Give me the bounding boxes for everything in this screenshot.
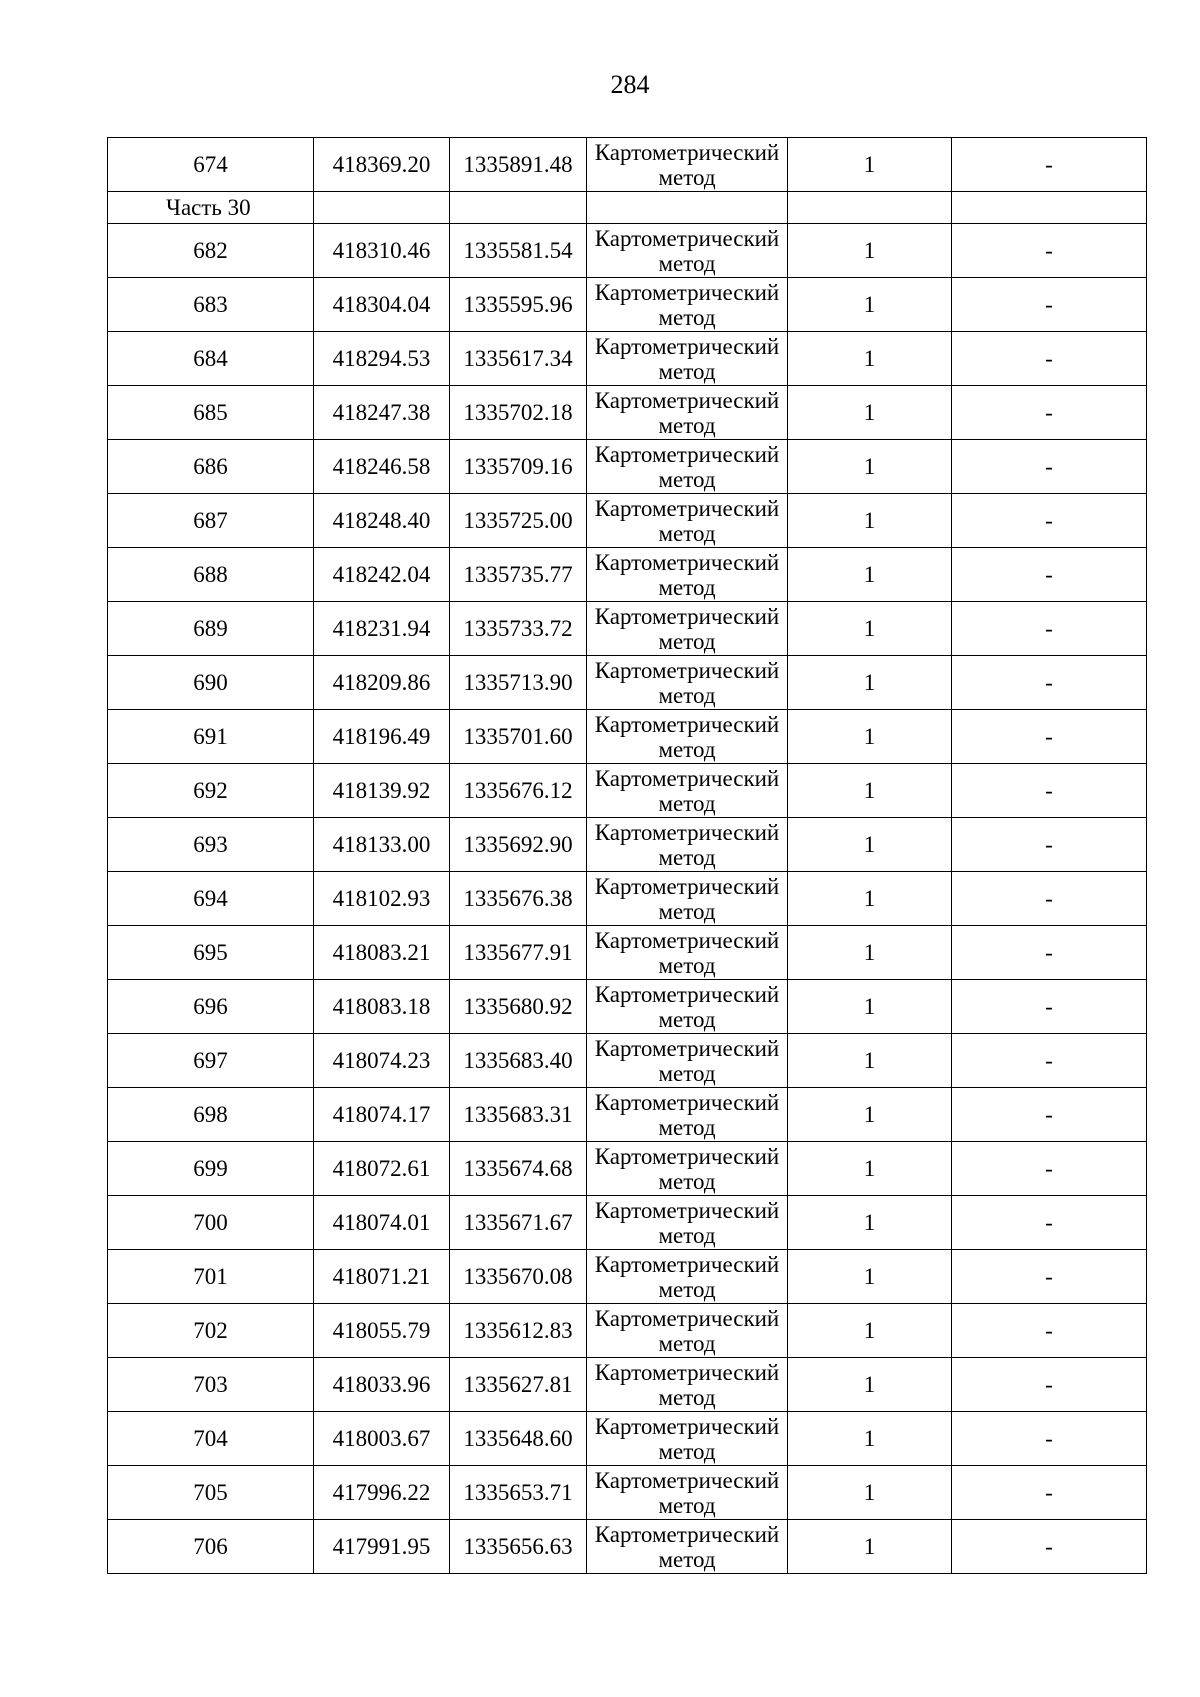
accuracy-cell: 1: [788, 278, 952, 332]
method-cell: [587, 872, 788, 926]
y-coordinate-cell: 1335617.34: [450, 332, 587, 386]
accuracy-cell: 1: [788, 656, 952, 710]
x-coordinate-cell: 417991.95: [314, 1520, 450, 1574]
method-text: метод: [658, 1114, 716, 1140]
method-text: Картометрический: [594, 657, 780, 683]
note-cell: -: [952, 980, 1147, 1034]
table-row: [108, 548, 1147, 602]
note-cell: -: [952, 440, 1147, 494]
method-cell: [587, 818, 788, 872]
method-text: метод: [658, 412, 716, 438]
method-text: Картометрический: [594, 1305, 780, 1331]
point-id-cell: 699: [108, 1142, 314, 1196]
empty-cell: [450, 192, 587, 224]
method-text: метод: [658, 1006, 716, 1032]
accuracy-cell: 1: [788, 1142, 952, 1196]
note-cell: -: [952, 138, 1147, 192]
point-id-cell: 689: [108, 602, 314, 656]
point-id-cell: 684: [108, 332, 314, 386]
method-text: Картометрический: [594, 387, 780, 413]
note-cell: -: [952, 602, 1147, 656]
point-id-cell: 705: [108, 1466, 314, 1520]
method-text: метод: [658, 736, 716, 762]
method-text: метод: [658, 790, 716, 816]
x-coordinate-cell: 418369.20: [314, 138, 450, 192]
method-cell: [587, 656, 788, 710]
y-coordinate-cell: 1335676.38: [450, 872, 587, 926]
method-cell: [587, 548, 788, 602]
y-coordinate-cell: 1335683.40: [450, 1034, 587, 1088]
method-cell: [587, 494, 788, 548]
accuracy-cell: 1: [788, 1358, 952, 1412]
method-text: метод: [658, 1222, 716, 1248]
table-row: [108, 1520, 1147, 1574]
method-cell: [587, 1520, 788, 1574]
table-row: [108, 710, 1147, 764]
x-coordinate-cell: 417996.22: [314, 1466, 450, 1520]
table-row: [108, 440, 1147, 494]
x-coordinate-cell: 418304.04: [314, 278, 450, 332]
x-coordinate-cell: 418074.01: [314, 1196, 450, 1250]
point-id-cell: 695: [108, 926, 314, 980]
method-text: метод: [658, 574, 716, 600]
point-id-cell: 687: [108, 494, 314, 548]
method-text: Картометрический: [594, 873, 780, 899]
accuracy-cell: 1: [788, 1034, 952, 1088]
accuracy-cell: 1: [788, 224, 952, 278]
method-text: метод: [658, 164, 716, 190]
y-coordinate-cell: 1335670.08: [450, 1250, 587, 1304]
method-text: Картометрический: [594, 981, 780, 1007]
y-coordinate-cell: 1335683.31: [450, 1088, 587, 1142]
point-id-cell: 700: [108, 1196, 314, 1250]
y-coordinate-cell: 1335891.48: [450, 138, 587, 192]
point-id-cell: 692: [108, 764, 314, 818]
note-cell: -: [952, 1520, 1147, 1574]
method-cell: [587, 1142, 788, 1196]
y-coordinate-cell: 1335733.72: [450, 602, 587, 656]
point-id-cell: 696: [108, 980, 314, 1034]
method-text: Картометрический: [594, 711, 780, 737]
table-row: [108, 138, 1147, 192]
accuracy-cell: 1: [788, 818, 952, 872]
x-coordinate-cell: 418310.46: [314, 224, 450, 278]
method-text: метод: [658, 628, 716, 654]
accuracy-cell: 1: [788, 1304, 952, 1358]
method-text: метод: [658, 1492, 716, 1518]
method-cell: [587, 138, 788, 192]
table-row: [108, 278, 1147, 332]
x-coordinate-cell: 418209.86: [314, 656, 450, 710]
part-label: Часть 30: [108, 192, 314, 224]
method-text: Картометрический: [594, 495, 780, 521]
accuracy-cell: 1: [788, 1088, 952, 1142]
method-cell: [587, 386, 788, 440]
x-coordinate-cell: 418248.40: [314, 494, 450, 548]
point-id-cell: 685: [108, 386, 314, 440]
y-coordinate-cell: 1335595.96: [450, 278, 587, 332]
accuracy-cell: 1: [788, 1250, 952, 1304]
method-cell: [587, 1412, 788, 1466]
method-cell: [587, 1304, 788, 1358]
y-coordinate-cell: 1335648.60: [450, 1412, 587, 1466]
note-cell: -: [952, 818, 1147, 872]
part-header-row: [108, 192, 1147, 224]
method-cell: [587, 440, 788, 494]
table-row: [108, 1466, 1147, 1520]
note-cell: -: [952, 1034, 1147, 1088]
table-row: [108, 386, 1147, 440]
note-cell: -: [952, 386, 1147, 440]
table-row: [108, 818, 1147, 872]
method-text: метод: [658, 1438, 716, 1464]
method-cell: [587, 224, 788, 278]
accuracy-cell: 1: [788, 602, 952, 656]
table-row: [108, 656, 1147, 710]
x-coordinate-cell: 418033.96: [314, 1358, 450, 1412]
note-cell: -: [952, 332, 1147, 386]
coordinates-table-body: [108, 138, 1147, 1574]
y-coordinate-cell: 1335581.54: [450, 224, 587, 278]
accuracy-cell: 1: [788, 872, 952, 926]
table-row: [108, 926, 1147, 980]
note-cell: -: [952, 710, 1147, 764]
method-text: Картометрический: [594, 1521, 780, 1547]
note-cell: -: [952, 1196, 1147, 1250]
table-row: [108, 602, 1147, 656]
accuracy-cell: 1: [788, 764, 952, 818]
method-cell: [587, 602, 788, 656]
method-cell: [587, 332, 788, 386]
method-cell: [587, 1250, 788, 1304]
x-coordinate-cell: 418055.79: [314, 1304, 450, 1358]
point-id-cell: 698: [108, 1088, 314, 1142]
accuracy-cell: 1: [788, 1520, 952, 1574]
method-cell: [587, 926, 788, 980]
x-coordinate-cell: 418071.21: [314, 1250, 450, 1304]
method-text: метод: [658, 1060, 716, 1086]
y-coordinate-cell: 1335701.60: [450, 710, 587, 764]
y-coordinate-cell: 1335627.81: [450, 1358, 587, 1412]
x-coordinate-cell: 418196.49: [314, 710, 450, 764]
x-coordinate-cell: 418074.23: [314, 1034, 450, 1088]
point-id-cell: 691: [108, 710, 314, 764]
point-id-cell: 686: [108, 440, 314, 494]
method-text: Картометрический: [594, 333, 780, 359]
method-text: Картометрический: [594, 1413, 780, 1439]
method-text: метод: [658, 1276, 716, 1302]
table-row: [108, 1250, 1147, 1304]
method-cell: [587, 1358, 788, 1412]
y-coordinate-cell: 1335674.68: [450, 1142, 587, 1196]
method-text: Картометрический: [594, 279, 780, 305]
method-cell: [587, 764, 788, 818]
point-id-cell: 683: [108, 278, 314, 332]
y-coordinate-cell: 1335612.83: [450, 1304, 587, 1358]
method-text: метод: [658, 304, 716, 330]
method-text: Картометрический: [594, 765, 780, 791]
table-row: [108, 1142, 1147, 1196]
point-id-cell: 688: [108, 548, 314, 602]
note-cell: -: [952, 1466, 1147, 1520]
point-id-cell: 701: [108, 1250, 314, 1304]
x-coordinate-cell: 418242.04: [314, 548, 450, 602]
x-coordinate-cell: 418247.38: [314, 386, 450, 440]
method-text: метод: [658, 952, 716, 978]
x-coordinate-cell: 418003.67: [314, 1412, 450, 1466]
point-id-cell: 697: [108, 1034, 314, 1088]
note-cell: -: [952, 224, 1147, 278]
point-id-cell: 674: [108, 138, 314, 192]
empty-cell: [314, 192, 450, 224]
method-cell: [587, 980, 788, 1034]
method-text: Картометрический: [594, 1467, 780, 1493]
y-coordinate-cell: 1335680.92: [450, 980, 587, 1034]
x-coordinate-cell: 418072.61: [314, 1142, 450, 1196]
method-text: метод: [658, 844, 716, 870]
table-row: [108, 332, 1147, 386]
method-cell: [587, 1088, 788, 1142]
method-text: Картометрический: [594, 1359, 780, 1385]
note-cell: -: [952, 1250, 1147, 1304]
method-text: Картометрический: [594, 1143, 780, 1169]
accuracy-cell: 1: [788, 980, 952, 1034]
accuracy-cell: 1: [788, 548, 952, 602]
accuracy-cell: 1: [788, 710, 952, 764]
x-coordinate-cell: 418231.94: [314, 602, 450, 656]
x-coordinate-cell: 418083.18: [314, 980, 450, 1034]
note-cell: -: [952, 872, 1147, 926]
accuracy-cell: 1: [788, 1412, 952, 1466]
accuracy-cell: 1: [788, 926, 952, 980]
method-text: Картометрический: [594, 1197, 780, 1223]
note-cell: -: [952, 548, 1147, 602]
method-text: метод: [658, 466, 716, 492]
table-row: [108, 1088, 1147, 1142]
point-id-cell: 694: [108, 872, 314, 926]
method-text: метод: [658, 1168, 716, 1194]
x-coordinate-cell: 418102.93: [314, 872, 450, 926]
table-row: [108, 1412, 1147, 1466]
x-coordinate-cell: 418074.17: [314, 1088, 450, 1142]
y-coordinate-cell: 1335677.91: [450, 926, 587, 980]
method-cell: [587, 710, 788, 764]
point-id-cell: 690: [108, 656, 314, 710]
x-coordinate-cell: 418139.92: [314, 764, 450, 818]
y-coordinate-cell: 1335709.16: [450, 440, 587, 494]
note-cell: -: [952, 1304, 1147, 1358]
method-text: метод: [658, 358, 716, 384]
y-coordinate-cell: 1335713.90: [450, 656, 587, 710]
point-id-cell: 693: [108, 818, 314, 872]
y-coordinate-cell: 1335725.00: [450, 494, 587, 548]
method-cell: [587, 1466, 788, 1520]
accuracy-cell: 1: [788, 386, 952, 440]
y-coordinate-cell: 1335676.12: [450, 764, 587, 818]
x-coordinate-cell: 418294.53: [314, 332, 450, 386]
note-cell: -: [952, 494, 1147, 548]
note-cell: -: [952, 1142, 1147, 1196]
point-id-cell: 706: [108, 1520, 314, 1574]
note-cell: -: [952, 656, 1147, 710]
y-coordinate-cell: 1335735.77: [450, 548, 587, 602]
note-cell: -: [952, 278, 1147, 332]
table-row: [108, 1358, 1147, 1412]
table-row: [108, 980, 1147, 1034]
empty-cell: [587, 192, 788, 224]
method-text: метод: [658, 250, 716, 276]
table-row: [108, 1304, 1147, 1358]
point-id-cell: 703: [108, 1358, 314, 1412]
point-id-cell: 704: [108, 1412, 314, 1466]
method-text: Картометрический: [594, 1089, 780, 1115]
point-id-cell: 682: [108, 224, 314, 278]
x-coordinate-cell: 418246.58: [314, 440, 450, 494]
accuracy-cell: 1: [788, 138, 952, 192]
method-text: метод: [658, 1546, 716, 1572]
y-coordinate-cell: 1335656.63: [450, 1520, 587, 1574]
method-text: метод: [658, 898, 716, 924]
method-text: метод: [658, 1384, 716, 1410]
accuracy-cell: 1: [788, 1466, 952, 1520]
method-text: Картометрический: [594, 441, 780, 467]
page-number: 284: [610, 70, 650, 99]
method-text: Картометрический: [594, 1035, 780, 1061]
accuracy-cell: 1: [788, 332, 952, 386]
method-text: Картометрический: [594, 549, 780, 575]
method-text: Картометрический: [594, 603, 780, 629]
method-cell: [587, 278, 788, 332]
accuracy-cell: 1: [788, 494, 952, 548]
method-text: Картометрический: [594, 225, 780, 251]
method-text: метод: [658, 520, 716, 546]
empty-cell: [952, 192, 1147, 224]
method-text: Картометрический: [594, 927, 780, 953]
note-cell: -: [952, 1088, 1147, 1142]
coordinates-table: [107, 137, 1147, 1574]
method-text: метод: [658, 1330, 716, 1356]
accuracy-cell: 1: [788, 1196, 952, 1250]
note-cell: -: [952, 926, 1147, 980]
method-text: Картометрический: [594, 819, 780, 845]
table-row: [108, 872, 1147, 926]
y-coordinate-cell: 1335653.71: [450, 1466, 587, 1520]
x-coordinate-cell: 418083.21: [314, 926, 450, 980]
table-row: [108, 494, 1147, 548]
point-id-cell: 702: [108, 1304, 314, 1358]
table-row: [108, 1196, 1147, 1250]
method-cell: [587, 1196, 788, 1250]
x-coordinate-cell: 418133.00: [314, 818, 450, 872]
y-coordinate-cell: 1335671.67: [450, 1196, 587, 1250]
note-cell: -: [952, 764, 1147, 818]
method-text: Картометрический: [594, 1251, 780, 1277]
note-cell: -: [952, 1412, 1147, 1466]
note-cell: -: [952, 1358, 1147, 1412]
y-coordinate-cell: 1335702.18: [450, 386, 587, 440]
method-text: метод: [658, 682, 716, 708]
empty-cell: [788, 192, 952, 224]
method-cell: [587, 1034, 788, 1088]
accuracy-cell: 1: [788, 440, 952, 494]
y-coordinate-cell: 1335692.90: [450, 818, 587, 872]
table-row: [108, 1034, 1147, 1088]
method-text: Картометрический: [594, 139, 780, 165]
table-row: [108, 224, 1147, 278]
table-row: [108, 764, 1147, 818]
